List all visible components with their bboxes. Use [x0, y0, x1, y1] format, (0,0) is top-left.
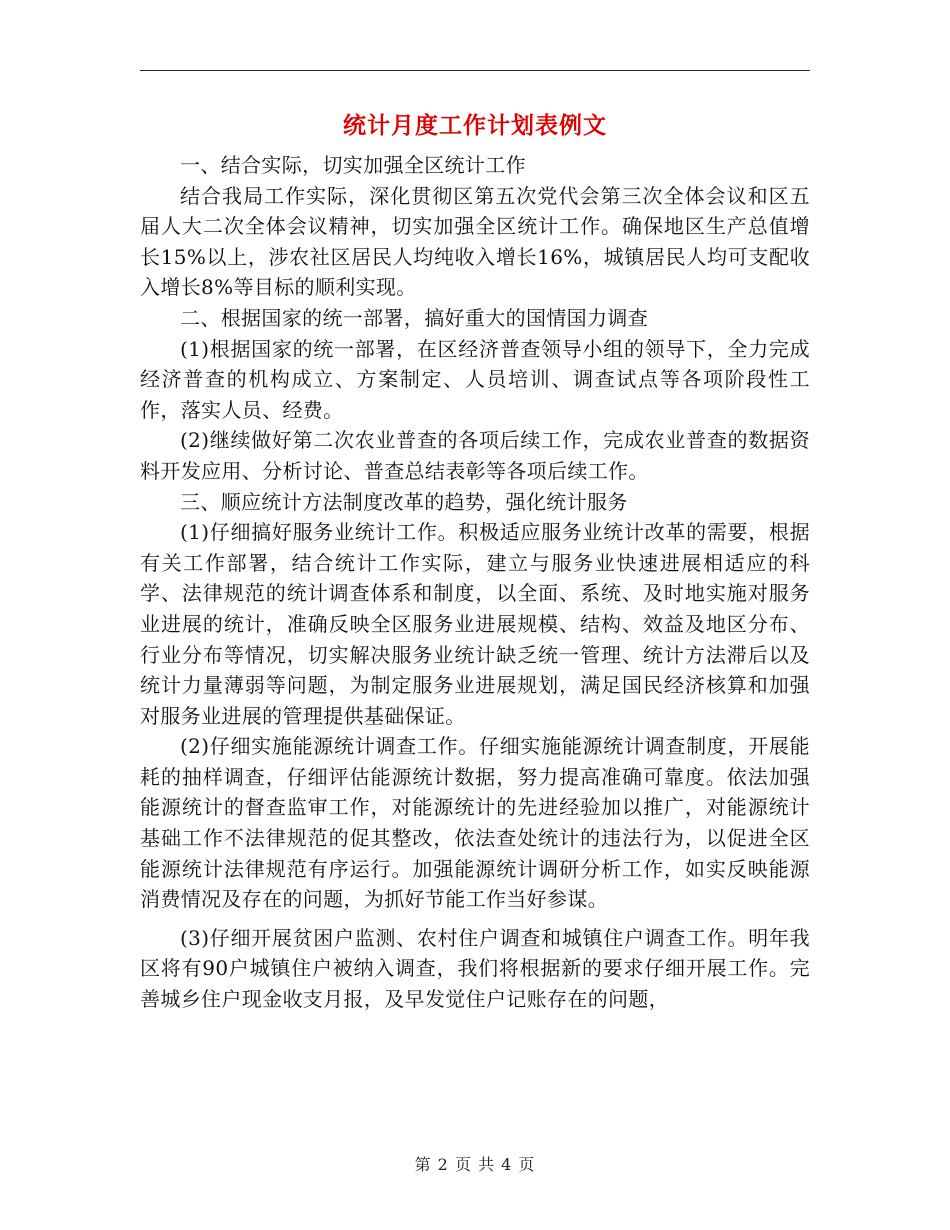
page-number: 第 2 页 共 4 页 — [414, 1155, 536, 1174]
section-heading-2: 二、根据国家的统一部署，搞好重大的国情国力调查 — [180, 305, 649, 330]
section-heading-1: 一、结合实际，切实加强全区统计工作 — [180, 153, 526, 177]
paragraph-1: 结合我局工作实际，深化贯彻区第五次党代会第三次全体会议和区五届人大二次全体会议精神，切实加强全区统计工作。确保地区生产总值增长15%以上，涉农社区居民人均纯收入增长16%，城镇居民人均可支配收入增长8%等目标的顺利实现。 — [140, 183, 810, 300]
paragraph-2-2: (2)继续做好第二次农业普查的各项后续工作，完成农业普查的数据资料开发应用、分析讨论、普查总结表彰等各项后续工作。 — [140, 428, 810, 483]
paragraph-3-2: (2)仔细实施能源统计调查工作。仔细实施能源统计调查制度，开展能耗的抽样调查，仔细评估能源统计数据，努力提高准确可靠度。依法加强能源统计的督查监审工作，对能源统计的先进经验加以推广，对能源统计基础工作不法律规范的促其整改，依法查处统计的违法行为，以促进全区能源统计法律规范有序运行。加强能源统计调研分析工作，如实反映能源消费情况及存在的问题，为抓好节能工作当好参谋。 — [140, 734, 810, 912]
document-body — [140, 150, 810, 1015]
paragraph-2-1: (1)根据国家的统一部署，在区经济普查领导小组的领导下，全力完成经济普查的机构成立、方案制定、人员培训、调查试点等各项阶段性工作，落实人员、经费。 — [140, 336, 810, 422]
document-title: 统计月度工作计划表例文 — [343, 112, 607, 139]
paragraph-3-3: (3)仔细开展贫困户监测、农村住户调查和城镇住户调查工作。明年我区将有90户城镇住户被纳入调查，我们将根据新的要求仔细开展工作。完善城乡住户现金收支月报，及早发觉住户记账存在的问题， — [140, 925, 810, 1012]
section-heading-3: 三、顺应统计方法制度改革的趋势，强化统计服务 — [180, 489, 628, 514]
header-rule — [140, 70, 810, 71]
paragraph-3-1: (1)仔细搞好服务业统计工作。积极适应服务业统计改革的需要，根据有关工作部署，结合统计工作实际，建立与服务业快速进展相适应的科学、法律规范的统计调查体系和制度，以全面、系统、及时地实施对服务业进展的统计，准确反映全区服务业进展规模、结构、效益及地区分布、行业分布等情况，切实解决服务业统计缺乏统一管理、统计方法滞后以及统计力量薄弱等问题，为制定服务业进展规划，满足国民经济核算和加强对服务业进展的管理提供基础保证。 — [140, 520, 810, 728]
